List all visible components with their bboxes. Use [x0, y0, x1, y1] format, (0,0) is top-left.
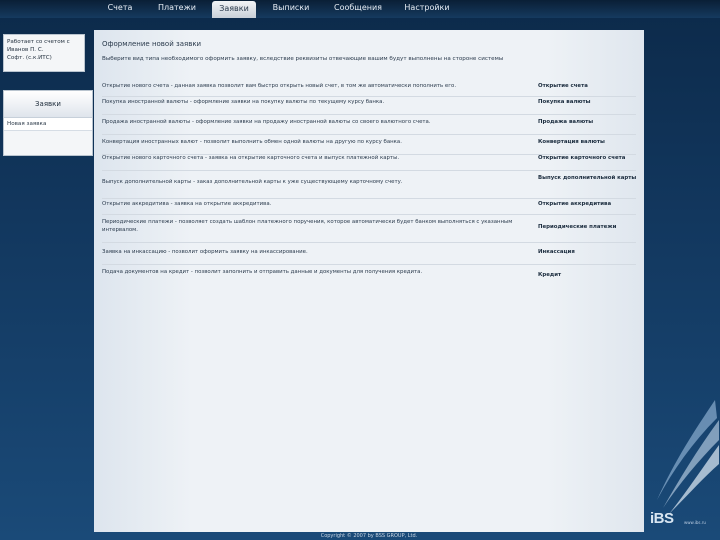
user-name: Иванов П. С.	[7, 47, 44, 53]
request-link-periodic-payments[interactable]: Периодические платежи	[538, 224, 617, 230]
request-description: Продажа иностранной валюты - оформление заявки на продажу иностранной валюты со своего валютного счета.	[102, 119, 431, 125]
request-description: Подача документов на кредит - позволит заполнить и отправить данные и документы для получения кредита.	[102, 269, 423, 275]
request-row	[102, 218, 636, 243]
request-description: Покупка иностранной валюты - оформление заявки на покупку валюты по текущему курсу банка.	[102, 99, 385, 105]
logo-url: www.ibs.ru	[684, 520, 706, 525]
request-description: Конвертация иностранных валют - позволит выполнить обмен одной валюты на другую по курсу банка.	[102, 139, 402, 145]
request-row	[102, 154, 636, 171]
request-link-letter-of-credit[interactable]: Открытие аккредитива	[538, 201, 612, 207]
tab-statements[interactable]: Выписки	[272, 3, 310, 12]
request-link-buy-currency[interactable]: Покупка валюты	[538, 99, 591, 105]
request-link-credit[interactable]: Кредит	[538, 272, 562, 278]
request-description: Открытие нового счета - данная заявка позволит вам быстро открыть новый счет, в том же автоматически пополнить его.	[102, 83, 457, 89]
request-link-open-card-account[interactable]: Открытие карточного счета	[538, 155, 626, 161]
request-description: Заявка на инкассацию - позволит оформить заявку на инкассирование.	[102, 249, 308, 255]
request-row	[102, 248, 636, 265]
request-row	[102, 174, 636, 199]
request-link-extra-card[interactable]: Выпуск дополнительной карты	[538, 175, 637, 181]
request-row	[102, 118, 636, 135]
tab-messages[interactable]: Сообщения	[333, 3, 382, 12]
tab-payments[interactable]: Платежи	[157, 3, 197, 12]
request-row	[102, 98, 636, 115]
user-panel-line1: Работает со счетом с	[7, 39, 70, 45]
page-subtitle: Выберите вид типа необходимого оформить заявку, вследствие реквизиты отвечающие вашим будут выполнены на стороне системы	[102, 56, 504, 62]
request-link-collection[interactable]: Инкассация	[538, 249, 575, 255]
logo-text: iBS	[650, 510, 674, 527]
footer-copyright: Copyright © 2007 by BSS GROUP, Ltd.	[320, 533, 418, 539]
user-panel	[3, 34, 85, 72]
request-description: Периодические платежи - позволяет создать шаблон платежного поручения, которое автоматически будет банком выполняться с указанным интервалом.	[102, 219, 513, 233]
request-description: Открытие аккредитива - заявка на открытие аккредитива.	[102, 201, 272, 207]
request-description: Открытие нового карточного счета - заявка на открытие карточного счета и выпуск платежной карты.	[102, 155, 400, 161]
request-link-convert-currency[interactable]: Конвертация валюты	[538, 139, 605, 145]
request-row	[102, 82, 636, 97]
top-navigation	[0, 0, 720, 18]
request-link-sell-currency[interactable]: Продажа валюты	[538, 119, 594, 125]
tab-settings[interactable]: Настройки	[404, 3, 450, 12]
request-description: Выпуск дополнительной карты - заказ дополнительной карты к уже существующему карточному счету.	[102, 179, 403, 185]
request-row	[102, 200, 636, 215]
request-row	[102, 268, 636, 292]
user-org: Софт. (с.к.ИТС)	[7, 55, 52, 61]
side-menu	[3, 90, 93, 156]
request-link-open-account[interactable]: Открытие счета	[538, 83, 588, 89]
page-title: Оформление новой заявки	[102, 40, 202, 48]
tab-requests[interactable]: Заявки	[212, 1, 256, 18]
main-content	[94, 30, 644, 532]
side-menu-item-new-request[interactable]: Новая заявка	[4, 118, 92, 131]
side-menu-title: Заявки	[4, 91, 92, 118]
tab-accounts[interactable]: Счета	[107, 3, 133, 12]
request-row	[102, 138, 636, 155]
